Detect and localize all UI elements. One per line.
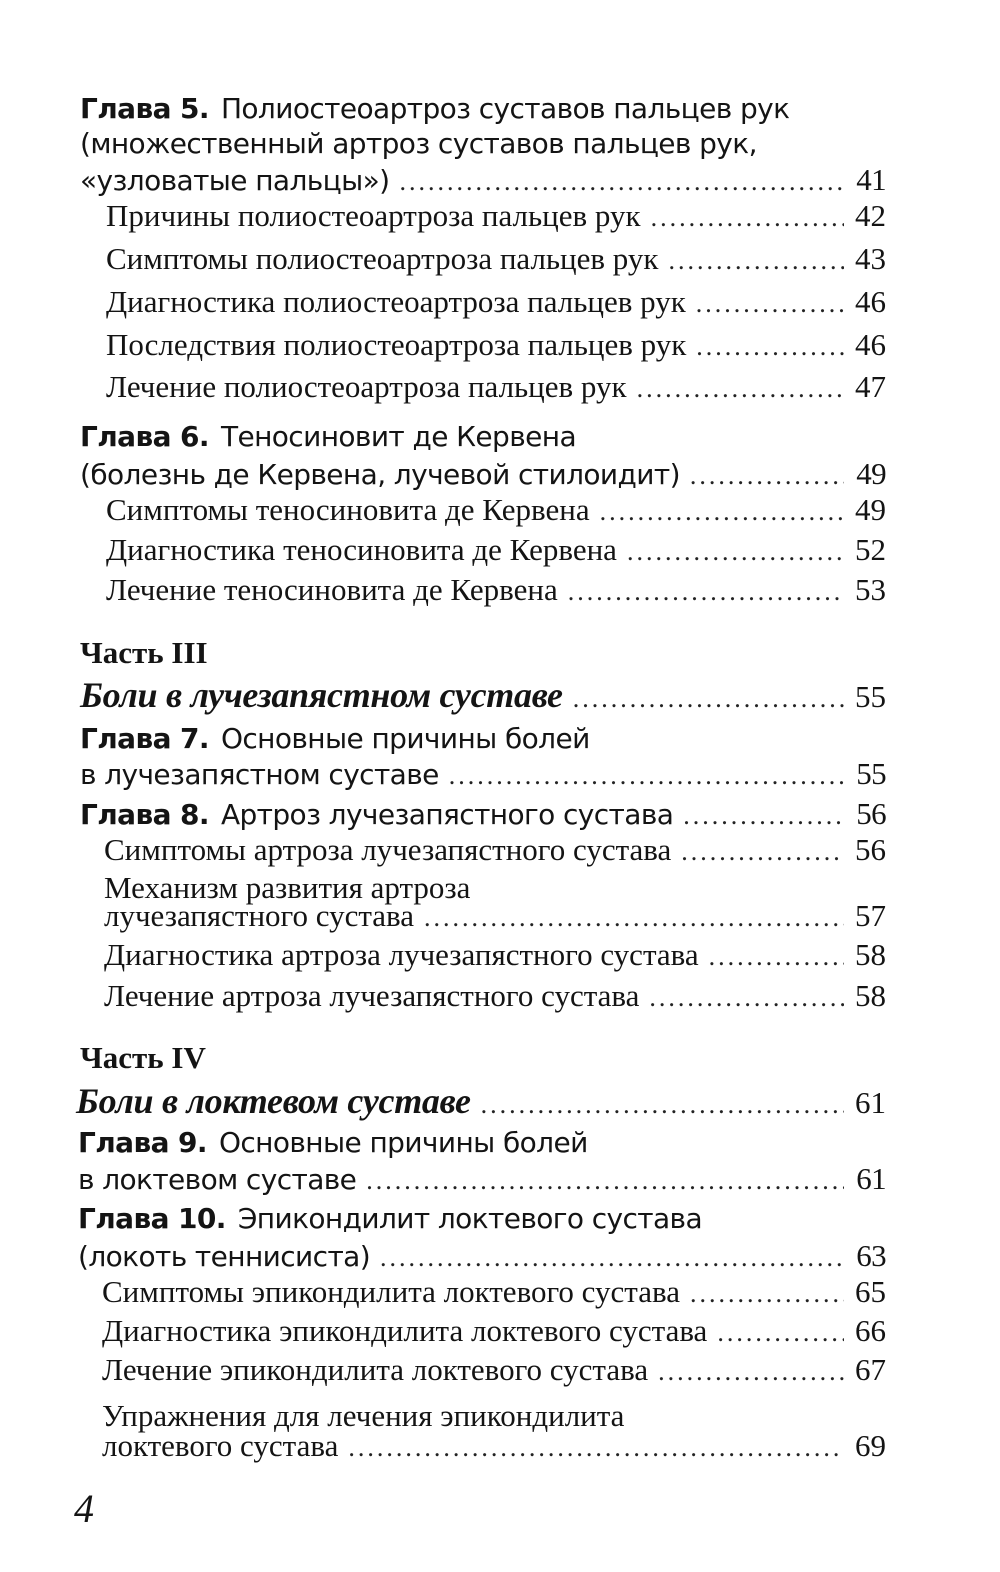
leader-dots bbox=[696, 289, 844, 319]
chapter-8-heading bbox=[80, 796, 886, 836]
section-title: Диагностика теносиновита де Кервена bbox=[106, 532, 617, 567]
toc-section bbox=[106, 532, 886, 572]
page-ref: 56 bbox=[855, 832, 886, 867]
toc-section bbox=[106, 492, 886, 532]
page-ref: 49 bbox=[855, 492, 886, 527]
toc-line bbox=[80, 162, 886, 202]
chapter-title: Артроз лучезапястного сустава bbox=[220, 798, 674, 831]
page-ref: 58 bbox=[855, 937, 886, 972]
leader-dots bbox=[690, 461, 844, 491]
chapter-title: Эпикондилит локтевого сустава bbox=[237, 1202, 703, 1235]
toc-section bbox=[104, 832, 886, 872]
section-title: Симптомы эпикондилита локтевого сустава bbox=[102, 1274, 680, 1309]
page-ref: 41 bbox=[856, 162, 886, 197]
leader-dots bbox=[481, 1090, 844, 1120]
leader-dots bbox=[380, 1243, 844, 1273]
leader-dots bbox=[600, 497, 844, 527]
chapter-title: Теносиновит де Кервена bbox=[220, 420, 577, 453]
toc-line bbox=[78, 1238, 886, 1278]
leader-dots bbox=[400, 167, 844, 197]
section-title-cont: лучезапястного сустава bbox=[104, 898, 415, 933]
leader-dots bbox=[568, 577, 844, 607]
page-ref: 69 bbox=[855, 1428, 886, 1463]
section-title: Диагностика эпикондилита локтевого сустава bbox=[102, 1313, 708, 1348]
leader-dots bbox=[717, 1318, 844, 1348]
leader-dots bbox=[681, 837, 844, 867]
page-ref: 61 bbox=[855, 1085, 886, 1120]
page-ref: 49 bbox=[856, 456, 886, 491]
leader-dots bbox=[366, 1166, 844, 1196]
part-4-label: Часть IV bbox=[80, 1040, 206, 1075]
page-ref: 46 bbox=[855, 284, 886, 319]
section-title: Упражнения для лечения эпикондилита bbox=[102, 1398, 625, 1433]
chapter-title-cont: (болезнь де Кервена, лучевой стилоидит) bbox=[80, 458, 680, 491]
page-ref: 63 bbox=[856, 1238, 886, 1273]
section-title: Лечение полиостеоартроза пальцев рук bbox=[106, 369, 627, 404]
toc-section bbox=[106, 198, 886, 238]
leader-dots bbox=[683, 801, 844, 831]
page-ref: 58 bbox=[855, 978, 886, 1013]
page-ref: 67 bbox=[855, 1352, 886, 1387]
toc-section bbox=[106, 572, 886, 612]
section-title-cont: локтевого сустава bbox=[102, 1428, 339, 1463]
page-ref: 56 bbox=[856, 796, 886, 831]
page-ref: 47 bbox=[855, 369, 886, 404]
section-title: Симптомы теносиновита де Кервена bbox=[106, 492, 590, 527]
leader-dots bbox=[449, 761, 844, 791]
leader-dots bbox=[424, 903, 844, 933]
page-ref: 53 bbox=[855, 572, 886, 607]
section-title: Лечение артроза лучезапястного сустава bbox=[104, 978, 640, 1013]
page-ref: 57 bbox=[855, 898, 886, 933]
toc-line bbox=[80, 456, 886, 496]
chapter-5-heading bbox=[80, 92, 789, 132]
toc-section bbox=[106, 327, 886, 367]
chapter-title-cont: (множественный артроз суставов пальцев рук, bbox=[80, 127, 757, 160]
page-ref: 52 bbox=[855, 532, 886, 567]
section-title: Лечение теносиновита де Кервена bbox=[106, 572, 558, 607]
page-ref: 55 bbox=[855, 679, 886, 714]
chapter-title-line bbox=[80, 127, 757, 167]
leader-dots bbox=[573, 684, 844, 714]
section-title: Механизм развития артроза bbox=[104, 870, 471, 905]
section-title: Последствия полиостеоартроза пальцев рук bbox=[106, 327, 687, 362]
chapter-9-heading bbox=[78, 1126, 588, 1166]
chapter-title: Основные причины болей bbox=[218, 1126, 588, 1159]
toc-section bbox=[102, 1313, 886, 1353]
page-ref: 61 bbox=[856, 1161, 886, 1196]
part-4-heading bbox=[76, 1080, 886, 1120]
part-title: Боли в локтевом суставе bbox=[76, 1081, 471, 1121]
leader-dots bbox=[668, 246, 844, 276]
chapter-label: Глава 10. bbox=[78, 1202, 226, 1235]
chapter-title: Полиостеоартроз суставов пальцев рук bbox=[220, 92, 790, 125]
chapter-6-heading bbox=[80, 420, 576, 460]
leader-dots bbox=[696, 332, 844, 362]
leader-dots bbox=[348, 1433, 844, 1463]
toc-section bbox=[104, 937, 886, 977]
toc-section-cont bbox=[102, 1428, 886, 1468]
leader-dots bbox=[651, 203, 844, 233]
toc-section-cont bbox=[104, 898, 886, 938]
section-title: Диагностика полиостеоартроза пальцев рук bbox=[106, 284, 686, 319]
toc-section bbox=[102, 1352, 886, 1392]
toc-line bbox=[80, 756, 886, 796]
section-title: Диагностика артроза лучезапястного сустава bbox=[104, 937, 699, 972]
leader-dots bbox=[627, 537, 844, 567]
part-3-label: Часть III bbox=[80, 635, 208, 670]
chapter-label: Глава 7. bbox=[80, 722, 209, 755]
page-ref: 55 bbox=[856, 756, 886, 791]
page-ref: 42 bbox=[855, 198, 886, 233]
section-title: Лечение эпикондилита локтевого сустава bbox=[102, 1352, 649, 1387]
chapter-label: Глава 9. bbox=[78, 1126, 207, 1159]
leader-dots bbox=[658, 1357, 844, 1387]
chapter-label: Глава 5. bbox=[80, 92, 209, 125]
page-ref: 46 bbox=[855, 327, 886, 362]
section-title: Симптомы полиостеоартроза пальцев рук bbox=[106, 241, 659, 276]
page-number: 4 bbox=[74, 1486, 94, 1531]
chapter-10-heading bbox=[78, 1202, 702, 1242]
chapter-title-cont: в локтевом суставе bbox=[78, 1163, 357, 1196]
section-title: Причины полиостеоартроза пальцев рук bbox=[106, 198, 641, 233]
toc-section bbox=[106, 241, 886, 281]
part-title: Боли в лучезапястном суставе bbox=[80, 675, 563, 715]
section-title: Симптомы артроза лучезапястного сустава bbox=[104, 832, 672, 867]
leader-dots bbox=[637, 374, 844, 404]
toc-section bbox=[106, 369, 886, 409]
part-3-heading bbox=[80, 674, 886, 714]
page-ref: 43 bbox=[855, 241, 886, 276]
leader-dots bbox=[709, 942, 844, 972]
page-ref: 65 bbox=[855, 1274, 886, 1309]
chapter-label: Глава 6. bbox=[80, 420, 209, 453]
toc-section bbox=[106, 284, 886, 324]
toc-section bbox=[102, 1274, 886, 1314]
chapter-title-cont: «узловатые пальцы») bbox=[80, 164, 390, 197]
chapter-title-cont: (локоть теннисиста) bbox=[78, 1240, 371, 1273]
chapter-label: Глава 8. bbox=[80, 798, 209, 831]
leader-dots bbox=[690, 1279, 844, 1309]
toc-line bbox=[78, 1161, 886, 1201]
chapter-title-cont: в лучезапястном суставе bbox=[80, 758, 439, 791]
page-ref: 66 bbox=[855, 1313, 886, 1348]
chapter-title: Основные причины болей bbox=[220, 722, 590, 755]
toc-section bbox=[104, 978, 886, 1018]
leader-dots bbox=[649, 983, 844, 1013]
